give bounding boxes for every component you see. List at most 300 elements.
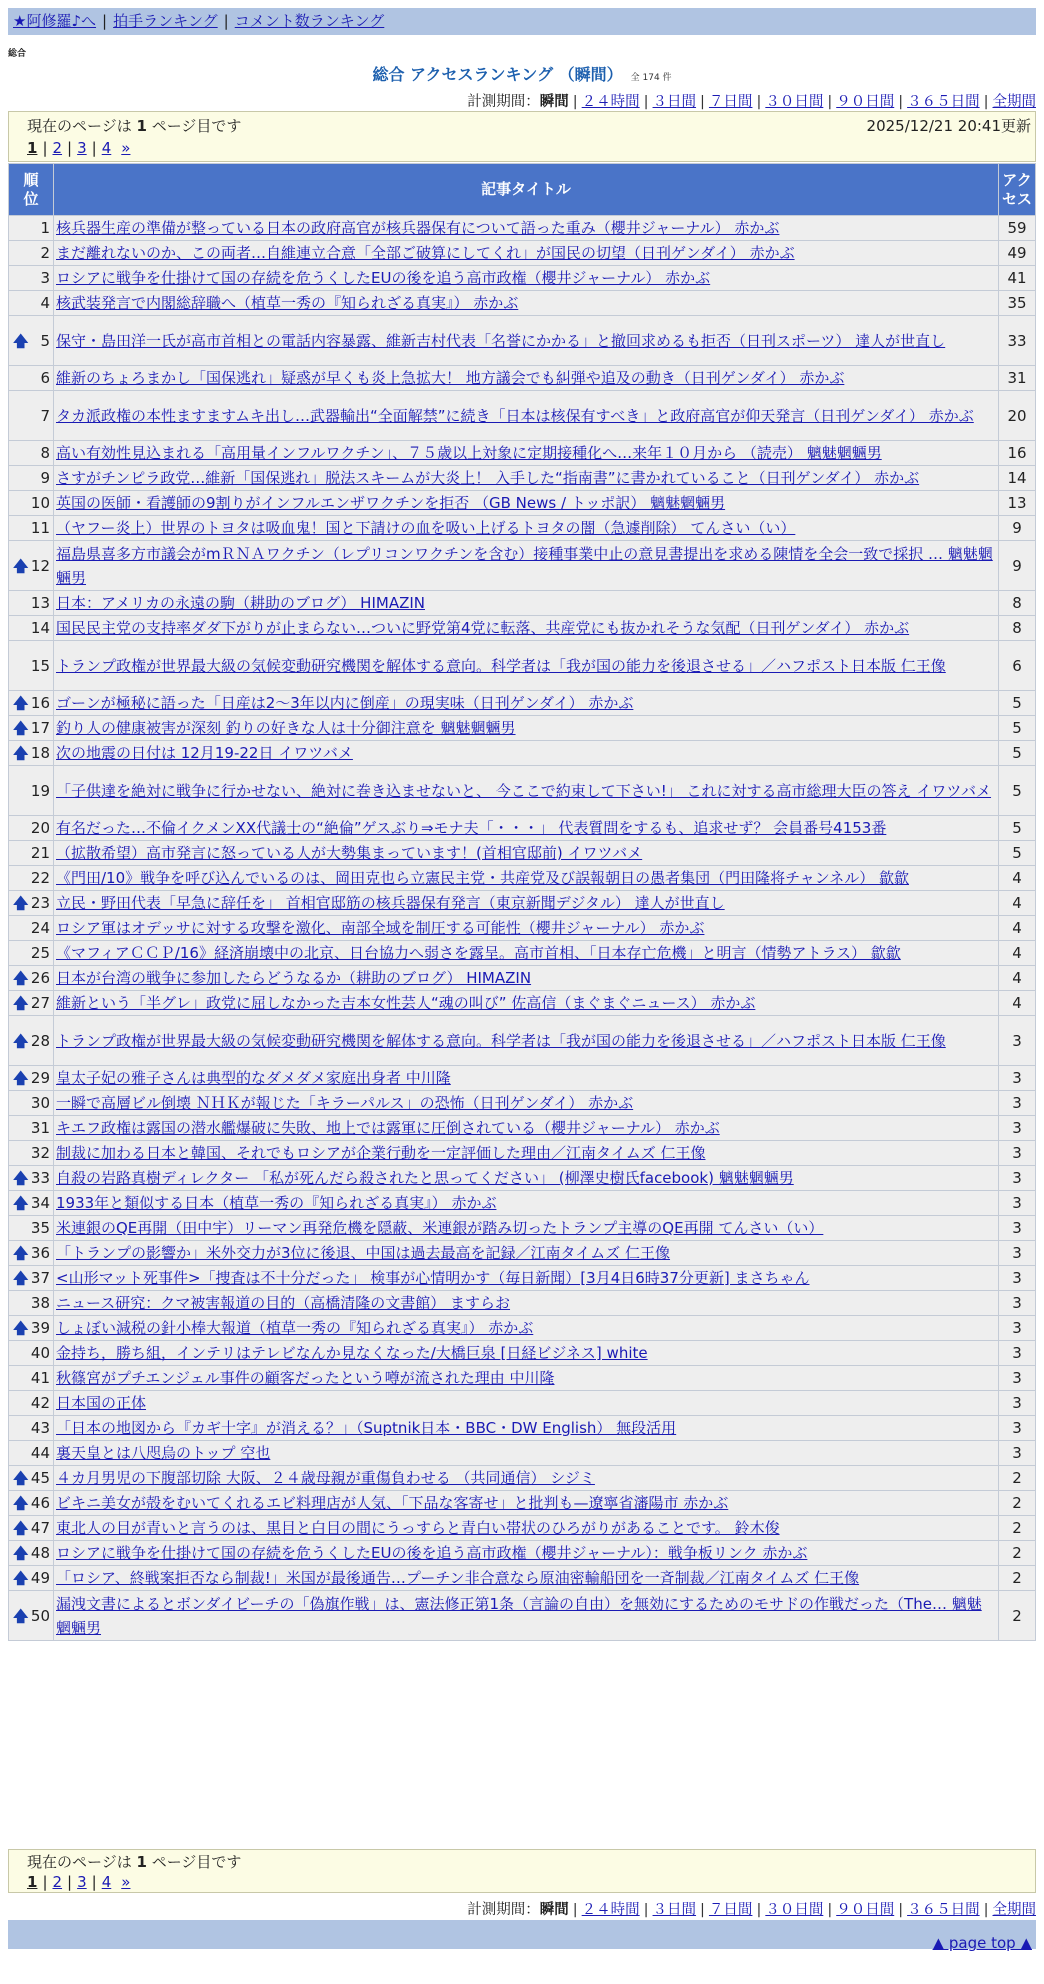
article-link[interactable]: ニュース研究：クマ被害報道の目的（高橋清隆の文書館） ますらお: [56, 1294, 511, 1312]
period-link[interactable]: ３日間: [652, 94, 697, 110]
table-row: [9, 1166, 1035, 1190]
rank-header: 順位: [9, 164, 53, 215]
article-link[interactable]: 次の地震の日付は 12月19-22日 イワツバメ: [56, 744, 353, 762]
title-cell: [54, 591, 998, 615]
rank-cell: [9, 866, 53, 890]
title-cell: [54, 541, 998, 590]
article-link[interactable]: まだ離れないのか、この両者…自維連立合意「全部ご破算にしてくれ」が国民の切望（日刊ゲンダイ） 赤かぶ: [56, 244, 795, 262]
article-link[interactable]: 国民民主党の支持率ダダ下がりが止まらない…ついに野党第4党に転落、共産党にも抜かれそうな気配（日刊ゲンダイ） 赤かぶ: [56, 619, 910, 637]
title-cell: [54, 1366, 998, 1390]
rank-cell: [9, 266, 53, 290]
period-label: 計測期間：: [467, 1902, 540, 1918]
page-info: 現在のページは 1 ページ目です: [27, 117, 242, 135]
rank-number: 8: [40, 444, 50, 462]
title-cell: [54, 1066, 998, 1090]
rank-cell: [9, 441, 53, 465]
up-arrow-icon: 🡅: [13, 744, 29, 762]
article-link[interactable]: 日本が台湾の戦争に参加したらどうなるか（耕助のブログ） HIMAZIN: [56, 969, 532, 987]
title-cell: [54, 616, 998, 640]
rank-cell: [9, 366, 53, 390]
rank-number: 50: [30, 1606, 50, 1625]
title-header: 記事タイトル: [54, 164, 998, 215]
article-link[interactable]: 《マフィアＣＣＰ/16》経済崩壊中の北京、日台協力へ弱さを露呈。高市首相、「日本存亡危機」と明言（情勢アトラス） 歙歙: [56, 944, 901, 962]
table-row: [9, 591, 1035, 615]
access-count: 35: [999, 291, 1035, 315]
access-count: 6: [999, 641, 1035, 690]
nav-separator: |: [102, 12, 108, 30]
article-link[interactable]: 「日本の地図から『カギ十字』が消える？」（Suptnik日本・BBC・DW English） 無段活用: [56, 1419, 677, 1437]
up-arrow-icon: 🡅: [13, 894, 29, 912]
title-cell: [54, 1141, 998, 1165]
up-arrow-icon: 🡅: [13, 1319, 29, 1337]
period-link[interactable]: ７日間: [708, 94, 753, 110]
rank-number: 24: [30, 919, 50, 937]
table-row: [9, 1066, 1035, 1090]
rank-number: 11: [30, 519, 50, 537]
rank-number: 14: [30, 619, 50, 637]
rank-number: 6: [40, 369, 50, 387]
rank-cell: [9, 1466, 53, 1490]
rank-cell: [9, 1316, 53, 1340]
rank-number: 16: [30, 694, 50, 712]
rank-cell: [9, 1216, 53, 1240]
article-link[interactable]: 制裁に加わる日本と韓国、それでもロシアが企業行動を一定評価した理由／江南タイムズ 仁王像: [56, 1144, 706, 1162]
pager-page-link[interactable]: 3: [77, 1873, 87, 1891]
pager-separator: |: [42, 1873, 48, 1891]
rank-cell: [9, 891, 53, 915]
rank-cell: [9, 1016, 53, 1065]
title-cell: [54, 516, 998, 540]
rank-number: 26: [30, 969, 50, 987]
access-count: 3: [999, 1216, 1035, 1240]
table-row: [9, 216, 1035, 240]
rank-cell: [9, 216, 53, 240]
title-cell: [54, 291, 998, 315]
access-count: 5: [999, 816, 1035, 840]
article-link[interactable]: 維新のちょろまかし「国保逃れ」疑惑が早くも炎上急拡大！ 地方議会でも糾弾や追及の動き（日刊ゲンダイ） 赤かぶ: [56, 369, 845, 387]
period-selector-top: [467, 90, 1036, 111]
rank-number: 22: [30, 869, 50, 887]
table-row: [9, 291, 1035, 315]
article-link[interactable]: トランプ政権が世界最大級の気候変動研究機関を解体する意向。科学者は「我が国の能力を後退させる」／ハフポスト日本版 仁王像: [56, 1031, 946, 1050]
period-link[interactable]: 全期間: [992, 1902, 1036, 1918]
article-link[interactable]: 核武装発言で内閣総辞職へ（植草一秀の『知られざる真実』） 赤かぶ: [56, 294, 519, 312]
title-cell: [54, 1591, 998, 1640]
up-arrow-icon: 🡅: [13, 994, 29, 1012]
rank-number: 15: [30, 656, 50, 675]
article-link[interactable]: ロシアに戦争を仕掛けて国の存続を危うくしたEUの後を追う高市政権（櫻井ジャーナル）：戦争板リンク 赤かぶ: [56, 1544, 808, 1562]
table-row: [9, 641, 1035, 690]
pager-next-link[interactable]: »: [121, 139, 131, 157]
article-link[interactable]: しょぼい減税の針小棒大報道（植草一秀の『知られざる真実』） 赤かぶ: [56, 1319, 534, 1337]
table-row: [9, 1141, 1035, 1165]
title-cell: [54, 1491, 998, 1515]
article-link[interactable]: さすがチンピラ政党…維新「国保逃れ」脱法スキームが大炎上！ 入手した“指南書”に書かれていること（日刊ゲンダイ） 赤かぶ: [56, 469, 920, 487]
period-link[interactable]: ３日間: [652, 1902, 697, 1918]
applause-ranking-link[interactable]: 拍手ランキング: [113, 12, 218, 30]
rank-number: 39: [30, 1319, 50, 1337]
title-cell: [54, 441, 998, 465]
title-cell: [54, 466, 998, 490]
access-count: 3: [999, 1066, 1035, 1090]
ranking-table: [8, 163, 1036, 1641]
rank-cell: [9, 491, 53, 515]
rank-number: 31: [30, 1119, 50, 1137]
table-row: [9, 1216, 1035, 1240]
rank-cell: [9, 1591, 53, 1640]
table-row: [9, 1316, 1035, 1340]
period-link[interactable]: ７日間: [708, 1902, 753, 1918]
title-cell: [54, 716, 998, 740]
access-count: 2: [999, 1491, 1035, 1515]
period-separator: |: [700, 1902, 705, 1918]
rank-number: 47: [30, 1519, 50, 1537]
rank-cell: [9, 1241, 53, 1265]
rank-cell: [9, 991, 53, 1015]
rank-cell: [9, 641, 53, 690]
title-cell: [54, 1016, 998, 1065]
rank-number: 3: [40, 269, 50, 287]
period-separator: |: [898, 1902, 904, 1918]
title-cell: [54, 1391, 998, 1415]
up-arrow-icon: 🡅: [13, 969, 29, 987]
pager: [27, 1873, 130, 1891]
up-arrow-icon: 🡅: [13, 1519, 29, 1537]
table-row: [9, 541, 1035, 590]
article-link[interactable]: ４カ月男児の下腹部切除 大阪、２４歳母親が重傷負わせる （共同通信） シジミ: [56, 1469, 595, 1487]
pager-separator: |: [91, 1873, 97, 1891]
title-cell: [54, 891, 998, 915]
access-count: 5: [999, 716, 1035, 740]
period-link[interactable]: ９０日間: [836, 94, 895, 110]
table-row: [9, 1341, 1035, 1365]
rank-cell: [9, 1116, 53, 1140]
article-link[interactable]: 一瞬で高層ビル倒壊 ＮＨＫが報じた「キラーパルス」の恐怖（日刊ゲンダイ） 赤かぶ: [56, 1094, 634, 1112]
access-count: 3: [999, 1016, 1035, 1065]
access-count: 13: [999, 491, 1035, 515]
rank-number: 9: [40, 469, 50, 487]
article-link[interactable]: 裏天皇とは八咫烏のトップ 空也: [56, 1444, 271, 1462]
pager-panel-top: [8, 111, 1036, 162]
table-row: [9, 1191, 1035, 1215]
table-row: [9, 316, 1035, 365]
table-row: [9, 1266, 1035, 1290]
access-count: 3: [999, 1191, 1035, 1215]
page-top-link[interactable]: ▲ page top ▲: [932, 1934, 1032, 1952]
pager-page-link[interactable]: 4: [101, 139, 112, 157]
rank-number: 46: [30, 1494, 50, 1512]
title-cell: [54, 766, 998, 815]
pager-separator: |: [42, 139, 48, 157]
title-cell: [54, 691, 998, 715]
period-separator: |: [643, 1902, 649, 1918]
article-link[interactable]: 「ロシア、終戦案拒否なら制裁!」米国が最後通告…プーチン非合意なら原油密輸船団を一斉制裁／江南タイムズ 仁王像: [56, 1569, 860, 1587]
access-count: 4: [999, 916, 1035, 940]
table-row: [9, 816, 1035, 840]
article-link[interactable]: 日本：アメリカの永遠の駒（耕助のブログ） HIMAZIN: [56, 594, 425, 612]
rank-number: 29: [30, 1069, 50, 1087]
up-arrow-icon: 🡅: [13, 1169, 29, 1187]
article-link[interactable]: 保守・島田洋一氏が高市首相との電話内容暴露、維新吉村代表「名誉にかかる」と撤回求めるも拒否（日刊スポーツ） 達人が世直し: [56, 331, 946, 350]
table-row: [9, 741, 1035, 765]
up-arrow-icon: 🡅: [13, 1244, 29, 1262]
rank-number: 1: [40, 219, 50, 237]
period-label: 計測期間：: [467, 94, 540, 110]
rank-number: 30: [30, 1094, 50, 1112]
rank-cell: [9, 1066, 53, 1090]
article-link[interactable]: 自殺の岩路真樹ディレクター 「私が死んだら殺されたと思ってください」 (柳澤史樹氏facebook) 魑魅魍魎男: [56, 1169, 794, 1187]
rank-cell: [9, 466, 53, 490]
title-cell: [54, 241, 998, 265]
period-link[interactable]: ３６５日間: [907, 94, 980, 110]
up-arrow-icon: 🡅: [13, 1194, 29, 1212]
rank-number: 43: [30, 1419, 50, 1437]
rank-cell: [9, 241, 53, 265]
article-link[interactable]: 維新という「半グレ」政党に屈しなかった吉本女性芸人“魂の叫び” 佐高信（まぐまぐニュース） 赤かぶ: [56, 994, 756, 1012]
rank-cell: [9, 1491, 53, 1515]
title-cell: [54, 1191, 998, 1215]
pager-page-link[interactable]: 3: [77, 139, 87, 157]
rank-cell: [9, 1441, 53, 1465]
table-row: [9, 516, 1035, 540]
rank-number: 41: [30, 1369, 50, 1387]
table-row: [9, 1566, 1035, 1590]
access-count: 3: [999, 1416, 1035, 1440]
table-row: [9, 1016, 1035, 1065]
article-link[interactable]: ロシア軍はオデッサに対する攻撃を激化、南部全域を制圧する可能性（櫻井ジャーナル） 赤かぶ: [56, 919, 705, 937]
title-cell: [54, 1216, 998, 1240]
rank-cell: [9, 291, 53, 315]
pager-panel-bottom: [8, 1849, 1036, 1893]
title-cell: [54, 216, 998, 240]
article-link[interactable]: ロシアに戦争を仕掛けて国の存続を危うくしたEUの後を追う高市政権（櫻井ジャーナル） 赤かぶ: [56, 269, 711, 287]
article-link[interactable]: 皇太子妃の雅子さんは典型的なダメダメ家庭出身者 中川隆: [56, 1069, 451, 1087]
article-link[interactable]: 核兵器生産の準備が整っている日本の政府高官が核兵器保有について語った重み（櫻井ジャーナル） 赤かぶ: [56, 219, 780, 237]
pager-page-link[interactable]: 4: [101, 1873, 112, 1891]
access-count: 3: [999, 1091, 1035, 1115]
period-link[interactable]: ３０日間: [765, 94, 824, 110]
table-row: [9, 491, 1035, 515]
title-cell: [54, 1466, 998, 1490]
access-count: 2: [999, 1466, 1035, 1490]
access-count: 4: [999, 941, 1035, 965]
article-link[interactable]: 1933年と類似する日本（植草一秀の『知られざる真実』） 赤かぶ: [56, 1194, 497, 1212]
access-count: 3: [999, 1341, 1035, 1365]
article-link[interactable]: ゴーンが極秘に語った「日産は2～3年以内に倒産」の現実味（日刊ゲンダイ） 赤かぶ: [56, 694, 634, 712]
page-info: 現在のページは 1 ページ目です: [27, 1853, 242, 1871]
access-count: 3: [999, 1366, 1035, 1390]
up-arrow-icon: 🡅: [13, 719, 29, 737]
rank-cell: [9, 1166, 53, 1190]
rank-cell: [9, 1266, 53, 1290]
access-count: 2: [999, 1516, 1035, 1540]
period-link[interactable]: ９０日間: [836, 1902, 895, 1918]
up-arrow-icon: 🡅: [13, 1469, 29, 1487]
article-link[interactable]: 秋篠宮がプチエンジェル事件の顧客だったという噂が流された理由 中川隆: [56, 1369, 555, 1387]
table-row: [9, 1391, 1035, 1415]
table-row: [9, 1591, 1035, 1640]
period-separator: |: [756, 94, 762, 110]
access-count: 3: [999, 1141, 1035, 1165]
article-link[interactable]: キエフ政権は露国の潜水艦爆破に失敗、地上では露軍に圧倒されている（櫻井ジャーナル） 赤かぶ: [56, 1119, 720, 1137]
article-link[interactable]: 福島県喜多方市議会がmＲＮＡワクチン（レプリコンワクチンを含む）接種事業中止の意見書提出を求める陳情を全会一致で採択 … 魑魅魍魎男: [56, 544, 993, 587]
rank-number: 17: [30, 719, 50, 737]
title-cell: [54, 1116, 998, 1140]
rank-cell: [9, 816, 53, 840]
title-cell: [54, 1441, 998, 1465]
table-row: [9, 441, 1035, 465]
rank-cell: [9, 541, 53, 590]
access-count: 2: [999, 1541, 1035, 1565]
title-cell: [54, 1316, 998, 1340]
pager-separator: |: [67, 1873, 73, 1891]
article-link[interactable]: トランプ政権が世界最大級の気候変動研究機関を解体する意向。科学者は「我が国の能力を後退させる」／ハフポスト日本版 仁王像: [56, 656, 946, 675]
title-cell: [54, 316, 998, 365]
article-link[interactable]: （ヤフー炎上）世界のトヨタは吸血鬼！国と下請けの血を吸い上げるトヨタの闇（急遽削除） てんさい（い）: [56, 519, 796, 537]
rank-number: 38: [30, 1294, 50, 1312]
rank-number: 40: [30, 1344, 50, 1362]
period-separator: |: [572, 94, 578, 110]
article-link[interactable]: 金持ち，勝ち組，インテリはテレビなんか見なくなった/大橋巨泉 [日経ビジネス] white: [56, 1344, 648, 1362]
comment-ranking-link[interactable]: コメント数ランキング: [234, 12, 385, 30]
home-link[interactable]: ★阿修羅♪へ: [13, 12, 97, 30]
title-cell: [54, 841, 998, 865]
up-arrow-icon: 🡅: [13, 1569, 29, 1587]
article-link[interactable]: 漏洩文書によるとボンダイビーチの「偽旗作戦」は、憲法修正第1条（言論の自由）を無効にするためのモサドの作戦だった（The… 魑魅魍魎男: [56, 1594, 982, 1637]
period-link[interactable]: ３６５日間: [907, 1902, 980, 1918]
rank-number: 19: [30, 781, 50, 800]
rank-number: 20: [30, 819, 50, 837]
up-arrow-icon: 🡅: [13, 694, 29, 712]
article-link[interactable]: タカ派政権の本性ますますムキ出し…武器輸出“全面解禁”に続き「日本は核保有すべき」と政府高官が仰天発言（日刊ゲンダイ） 赤かぶ: [56, 406, 974, 425]
article-link[interactable]: 《門田/10》戦争を呼び込んでいるのは、岡田克也ら立憲民主党・共産党及び誤報朝日の愚者集団（門田隆将チャンネル） 歙歙: [56, 869, 910, 887]
title-cell: [54, 991, 998, 1015]
title-cell: [54, 1341, 998, 1365]
article-link[interactable]: 立民・野田代表「早急に辞任を」 首相官邸筋の核兵器保有発言（東京新聞デジタル） 達人が世直し: [56, 894, 725, 912]
table-row: [9, 1116, 1035, 1140]
article-link[interactable]: <山形マット死事件>「捜査は不十分だった」 検事が心情明かす（毎日新聞）[3月4日6時37分更新] まさちゃん: [56, 1269, 810, 1287]
title-cell: [54, 391, 998, 440]
rank-cell: [9, 1091, 53, 1115]
rank-cell: [9, 941, 53, 965]
page-title: 総合 アクセスランキング （瞬間）: [372, 65, 623, 84]
rank-cell: [9, 716, 53, 740]
rank-cell: [9, 1366, 53, 1390]
rank-cell: [9, 766, 53, 815]
access-count: 3: [999, 1391, 1035, 1415]
access-count: 9: [999, 516, 1035, 540]
rank-cell: [9, 591, 53, 615]
period-link[interactable]: ２４時間: [581, 1902, 640, 1918]
up-arrow-icon: 🡅: [13, 331, 29, 350]
title-cell: [54, 266, 998, 290]
access-count: 31: [999, 366, 1035, 390]
table-row: [9, 241, 1035, 265]
rank-number: 10: [30, 494, 50, 512]
rank-cell: [9, 1416, 53, 1440]
period-link[interactable]: ３０日間: [765, 1902, 824, 1918]
title-cell: [54, 1516, 998, 1540]
period-separator: |: [827, 1902, 833, 1918]
rank-cell: [9, 516, 53, 540]
rank-number: 49: [30, 1569, 50, 1587]
article-link[interactable]: 高い有効性見込まれる「高用量インフルワクチン」、７５歳以上対象に定期接種化へ…来年１０月から （読売） 魑魅魍魎男: [56, 444, 882, 462]
article-link[interactable]: 有名だった…不倫イクメンXX代議士の“絶倫”ゲスぶり⇒モナ夫「・・・」 代表質問をするも、追求せず？ 会員番号4153番: [56, 819, 887, 837]
title-cell: [54, 1541, 998, 1565]
title-cell: [54, 1166, 998, 1190]
rank-number: 45: [30, 1469, 50, 1487]
top-nav: [8, 8, 1036, 35]
title-cell: [54, 1091, 998, 1115]
period-link[interactable]: ２４時間: [581, 94, 640, 110]
rank-number: 13: [30, 594, 50, 612]
article-link[interactable]: 米連銀のQE再開（田中宇）リーマン再発危機を隠蔽、米連銀が踏み切ったトランプ主導のQE再開 てんさい（い）: [56, 1219, 824, 1237]
period-separator: |: [572, 1902, 578, 1918]
period-selector-bottom: [467, 1898, 1036, 1919]
table-row: [9, 1441, 1035, 1465]
rank-number: 37: [30, 1269, 50, 1287]
nav-separator: |: [223, 12, 229, 30]
title-cell: [54, 366, 998, 390]
table-row: [9, 466, 1035, 490]
pager-next-link[interactable]: »: [121, 1873, 131, 1891]
category-label: 総合: [8, 49, 27, 59]
table-row: [9, 991, 1035, 1015]
rank-number: 32: [30, 1144, 50, 1162]
article-link[interactable]: 日本国の正体: [56, 1394, 147, 1412]
article-link[interactable]: （拡散希望）高市発言に怒っている人が大勢集まっています！(首相官邸前) イワツバメ: [56, 844, 643, 862]
table-row: [9, 1366, 1035, 1390]
article-link[interactable]: 釣り人の健康被害が深刻 釣りの好きな人は十分御注意を 魑魅魍魎男: [56, 719, 516, 737]
period-link[interactable]: 全期間: [992, 94, 1036, 110]
article-link[interactable]: 「トランプの影響か」米外交力が3位に後退、中国は過去最高を記録／江南タイムズ 仁王像: [56, 1244, 671, 1262]
access-count: 41: [999, 266, 1035, 290]
access-count: 4: [999, 991, 1035, 1015]
updated-timestamp: 2025/12/21 20:41更新: [866, 117, 1031, 135]
access-count: 5: [999, 766, 1035, 815]
title-cell: [54, 1241, 998, 1265]
title-cell: [54, 816, 998, 840]
article-link[interactable]: ビキニ美女が殻をむいてくれるエビ料理店が人気、「下品な客寄せ」と批判も—遼寧省瀋陽市 赤かぶ: [56, 1494, 729, 1512]
rank-cell: [9, 741, 53, 765]
access-count: 5: [999, 741, 1035, 765]
title-cell: [54, 1416, 998, 1440]
pager-page-link[interactable]: 2: [52, 1873, 63, 1891]
rank-cell: [9, 1341, 53, 1365]
table-row: [9, 391, 1035, 440]
access-count: 59: [999, 216, 1035, 240]
rank-number: 23: [30, 894, 50, 912]
article-link[interactable]: 英国の医師・看護師の9割りがインフルエンザワクチンを拒否 （GB News / トッポ訳） 魑魅魍魎男: [56, 494, 726, 512]
table-row: [9, 1516, 1035, 1540]
table-row: [9, 891, 1035, 915]
pager-page-link[interactable]: 2: [52, 139, 63, 157]
article-link[interactable]: 「子供達を絶対に戦争に行かせない、絶対に巻き込ませないと、 今ここで約束して下さい!」 これに対する高市総理大臣の答え イワツバメ: [56, 781, 992, 800]
up-arrow-icon: 🡅: [13, 1494, 29, 1512]
table-row: [9, 966, 1035, 990]
rank-cell: [9, 1391, 53, 1415]
pager: [27, 139, 130, 157]
table-row: [9, 866, 1035, 890]
total-count: 全 174 件: [630, 73, 672, 83]
rank-cell: [9, 1566, 53, 1590]
table-row: [9, 1491, 1035, 1515]
article-link[interactable]: 東北人の目が青いと言うのは、黒目と白目の間にうっすらと青白い帯状のひろがりがあることです。 鈴木俊: [56, 1519, 780, 1537]
pager-separator: |: [67, 139, 73, 157]
rank-cell: [9, 391, 53, 440]
access-count: 3: [999, 1316, 1035, 1340]
rank-cell: [9, 841, 53, 865]
